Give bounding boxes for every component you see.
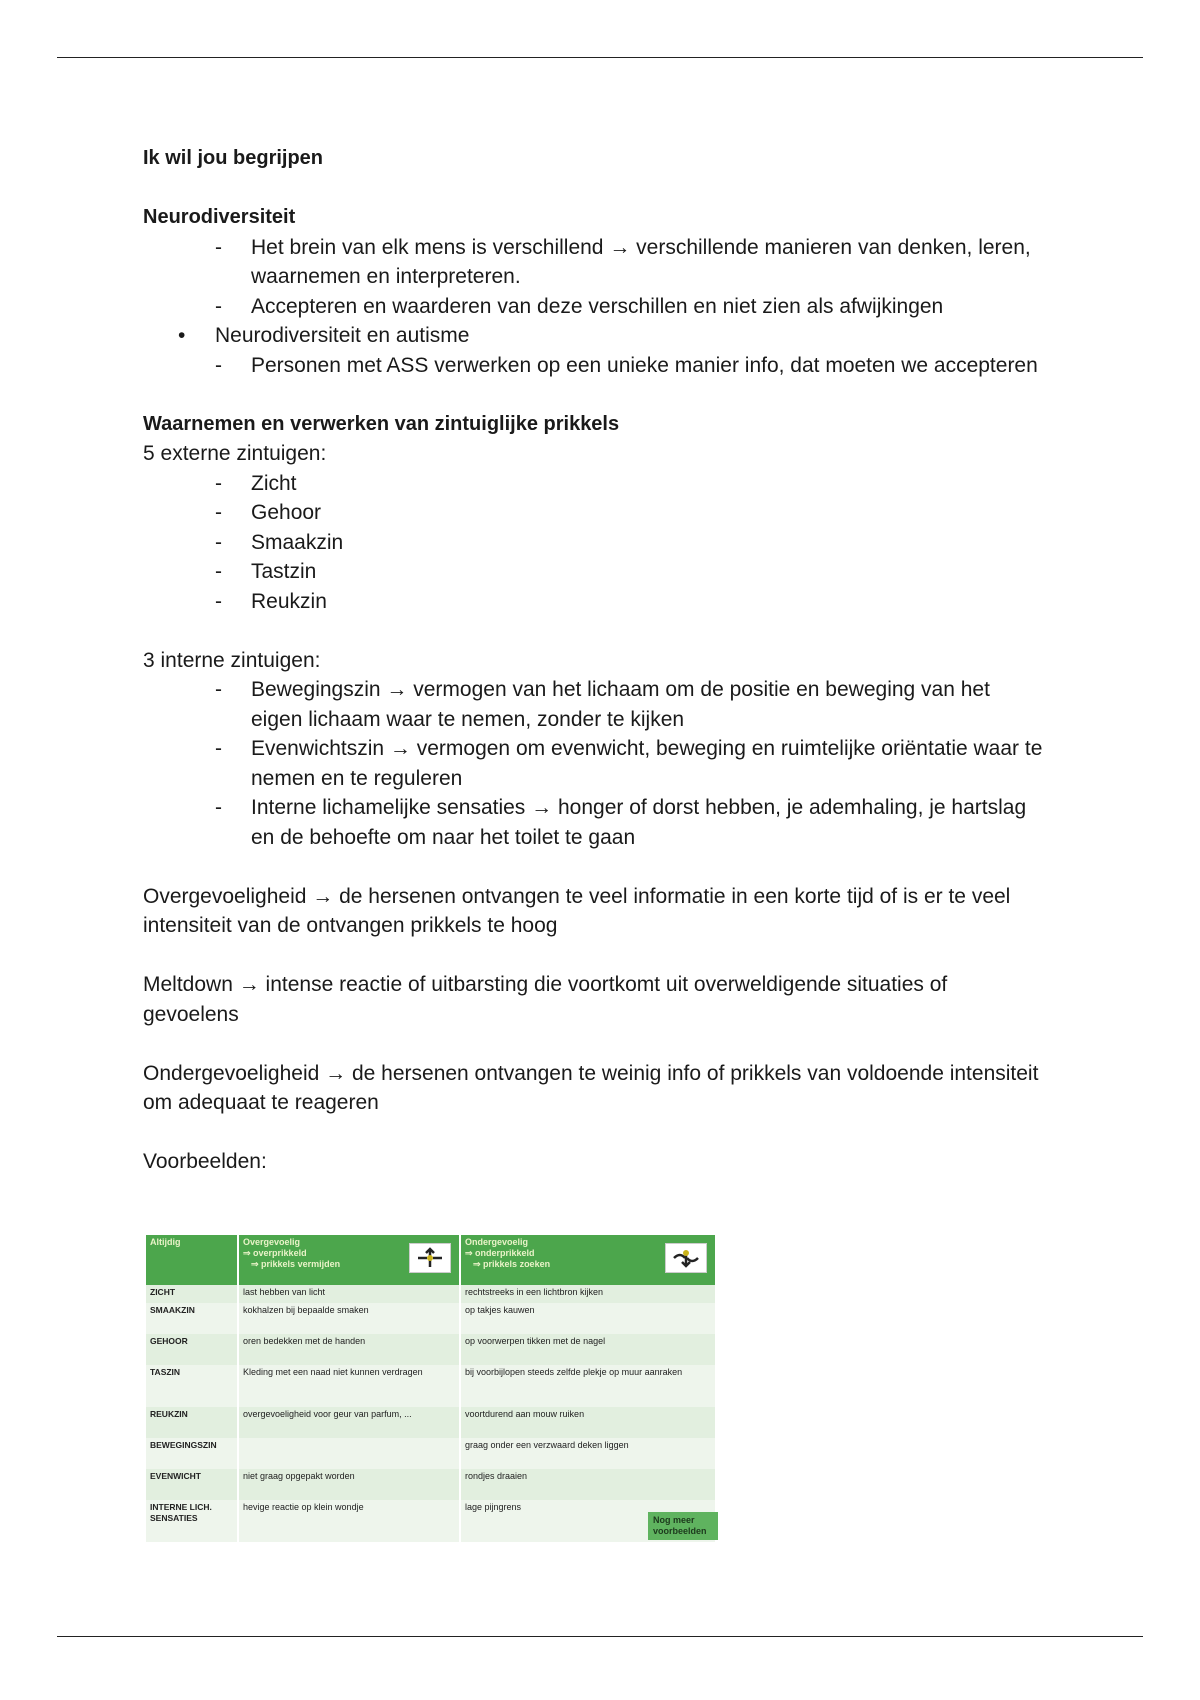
heading-neurodiversiteit: Neurodiversiteit [143,206,296,228]
bullet-neuro-autisme: • Neurodiversiteit en autisme [143,321,1043,351]
overstimulated-icon [409,1243,451,1273]
internal-senses-label: 3 interne zintuigen: [143,648,321,672]
definition-meltdown: Meltdown → intense reactie of uitbarsting die voortkomt uit overweldigende situaties of gevoelens [143,973,948,1026]
external-senses-list [143,469,1043,617]
list-item: - Het brein van elk mens is verschillend → verschillende manieren van denken, leren, waarnemen en interpreteren. [143,233,1043,292]
table-row: BEWEGINGSZIN graag onder een verzwaard deken liggen [146,1438,716,1469]
examples-table [146,1235,717,1542]
table-row: EVENWICHT niet graag opgepakt worden rondjes draaien [146,1469,716,1500]
table-row: GEHOOR oren bedekken met de handen op voorwerpen tikken met de nagel [146,1334,716,1365]
examples-table-image [146,1235,718,1542]
list-item: - Interne lichamelijke sensaties → honger of dorst hebben, je ademhaling, je hartslag en de behoefte om naar het toilet te gaan [143,793,1043,852]
more-examples-button[interactable]: Nog meer voorbeelden [648,1512,718,1540]
table-row: REUKZIN overgevoeligheid voor geur van parfum, ... voortdurend aan mouw ruiken [146,1407,716,1438]
list-item: - Personen met ASS verwerken op een unieke manier info, dat moeten we accepteren [143,351,1043,381]
understimulated-icon [665,1243,707,1273]
list-item: - Reukzin [143,587,1043,617]
table-row: ZICHT last hebben van licht rechtstreeks in een lichtbron kijken [146,1285,716,1303]
list-item: - Zicht [143,469,1043,499]
header-col-sense: Altijdig [146,1235,238,1285]
list-item: - Tastzin [143,557,1043,587]
definition-ondergevoeligheid: Ondergevoeligheid → de hersenen ontvangen te weinig info of prikkels van voldoende intensiteit om adequaat te reageren [143,1061,1039,1114]
header-rule [57,57,1143,58]
examples-label: Voorbeelden: [143,1150,267,1173]
internal-senses-list [143,675,1043,852]
definition-overgevoeligheid: Overgevoeligheid → de hersenen ontvangen te veel informatie in een korte tijd of is er te veel intensiteit van de ontvangen prikkels te hoog [143,884,1011,937]
list-item: - Bewegingszin → vermogen van het lichaam om de positie en beweging van het eigen lichaam waar te nemen, zonder te kijken [143,675,1043,734]
neuro-list [143,233,1043,322]
header-col-under: Ondergevoelig ⇒ onderprikkeld ⇒ prikkels zoeken [460,1235,716,1285]
list-item: - Smaakzin [143,528,1043,558]
autisme-list [143,351,1043,381]
document-body [143,144,1043,1177]
table-row: SMAAKZIN kokhalzen bij bepaalde smaken op takjes kauwen [146,1303,716,1334]
heading-zintuigen: Waarnemen en verwerken van zintuiglijke prikkels [143,412,620,435]
table-row: TASZIN Kleding met een naad niet kunnen verdragen bij voorbijlopen steeds zelfde plekje op muur aanraken [146,1365,716,1407]
list-item: - Accepteren en waarderen van deze verschillen en niet zien als afwijkingen [143,292,1043,322]
document-title: Ik wil jou begrijpen [143,147,324,169]
external-senses-label: 5 externe zintuigen: [143,442,327,465]
list-item: - Gehoor [143,498,1043,528]
table-row: INTERNE LICH. SENSATIES hevige reactie op klein wondje lage pijngrens [146,1500,716,1542]
footer-rule [57,1636,1143,1637]
header-col-over: Overgevoelig ⇒ overprikkeld ⇒ prikkels vermijden [238,1235,460,1285]
list-item: - Evenwichtszin → vermogen om evenwicht, beweging en ruimtelijke oriëntatie waar te nemen en te reguleren [143,734,1043,793]
